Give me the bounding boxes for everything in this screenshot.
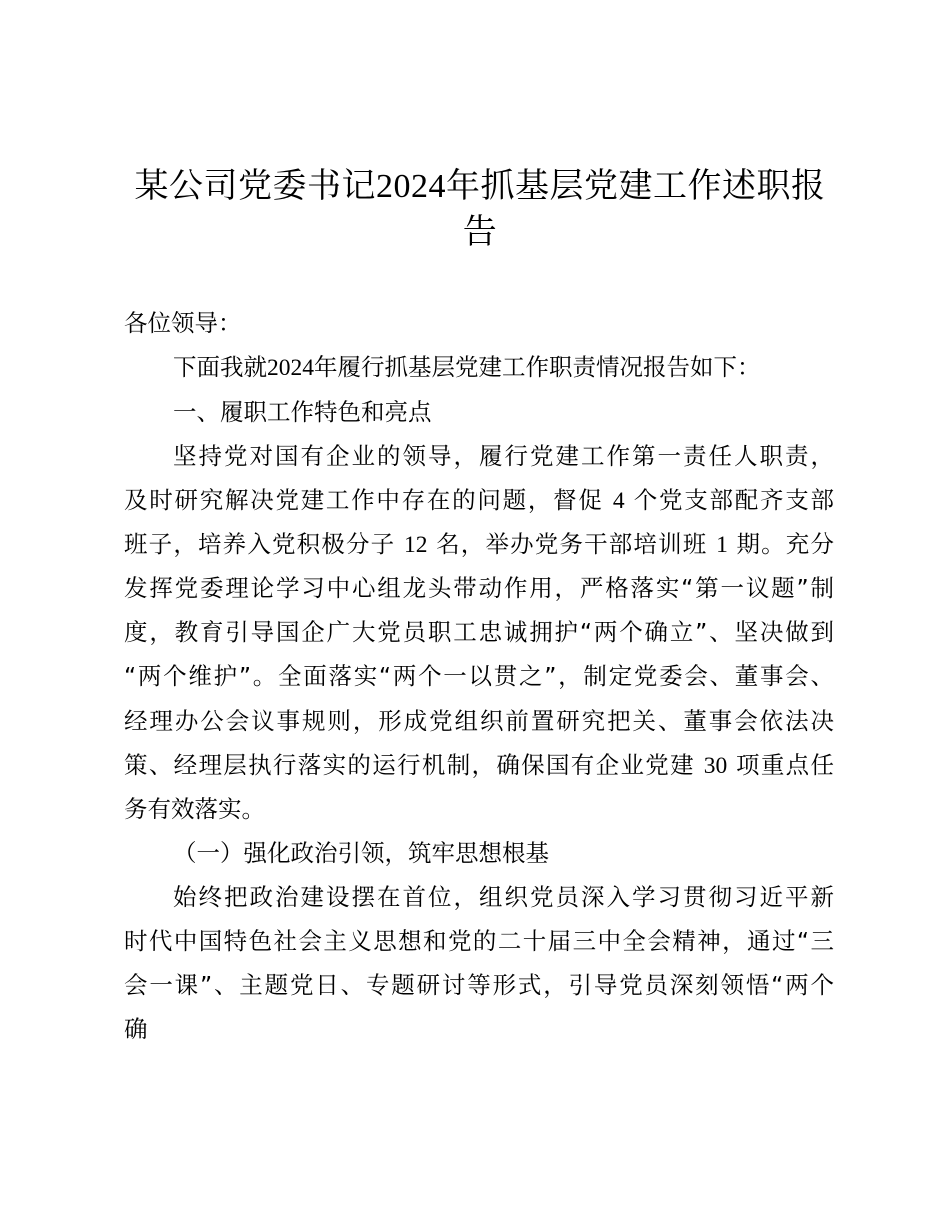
paragraph-text: 项重点任 <box>736 751 834 779</box>
intro-year: 2024 <box>267 355 314 381</box>
paragraph-text: 策、经理层执行落实的运行机制，确保国有企业党建 <box>124 751 695 779</box>
paragraph-text: 期。充分 <box>736 530 834 558</box>
intro-paragraph <box>173 352 761 383</box>
paragraph-line: 发挥党委理论学习中心组龙头带动作用，严格落实“第一议题”制 <box>124 574 834 602</box>
paragraph-line <box>124 750 834 781</box>
paragraph-line: 经理办公会议事规则，形成党组织前置研究把关、董事会依法决 <box>124 707 834 735</box>
paragraph-line <box>124 485 834 516</box>
paragraph-line: 坚持党对国有企业的领导，履行党建工作第一责任人职责， <box>173 442 834 470</box>
paragraph-line: 会一课”、主题党日、专题研讨等形式，引导党员深刻领悟“两个 <box>124 971 834 999</box>
paragraph-line <box>124 529 834 560</box>
paragraph-number: 4 <box>612 488 625 514</box>
salutation: 各位领导： <box>124 309 242 337</box>
document-title-line-2: 告 <box>462 212 498 252</box>
paragraph-number: 30 <box>703 753 728 779</box>
paragraph-text: 班子，培养入党积极分子 <box>124 530 396 558</box>
title-year: 2024 <box>376 168 446 205</box>
intro-text: 下面我就 <box>173 353 267 381</box>
title-text: 年抓基层党建工作述职报 <box>446 166 826 206</box>
paragraph-number: 12 <box>403 532 428 558</box>
document-title-line-1 <box>110 163 850 210</box>
paragraph-line: 务有效落实。 <box>124 795 265 823</box>
paragraph-line: 度，教育引导国企广大党员职工忠诚拥护“两个确立”、坚决做到 <box>124 618 834 646</box>
paragraph-line: 始终把政治建设摆在首位，组织党员深入学习贯彻习近平新 <box>173 883 834 911</box>
subsection-heading: （一）强化政治引领，筑牢思想根基 <box>173 839 549 867</box>
paragraph-line: 确 <box>124 1015 148 1043</box>
title-text: 某公司党委书记 <box>134 166 376 206</box>
paragraph-line: 时代中国特色社会主义思想和党的二十届三中全会精神，通过“三 <box>124 927 834 955</box>
paragraph-text: 名，举办党务干部培训班 <box>436 530 708 558</box>
paragraph-text: 个党支部配齐支部 <box>633 486 834 514</box>
paragraph-line: “两个维护”。全面落实“两个一以贯之”，制定党委会、董事会、 <box>124 662 834 690</box>
section-heading: 一、履职工作特色和亮点 <box>173 398 432 426</box>
intro-text: 年履行抓基层党建工作职责情况报告如下： <box>314 353 761 381</box>
paragraph-number: 1 <box>716 532 728 558</box>
paragraph-text: 及时研究解决党建工作中存在的问题，督促 <box>124 486 604 514</box>
